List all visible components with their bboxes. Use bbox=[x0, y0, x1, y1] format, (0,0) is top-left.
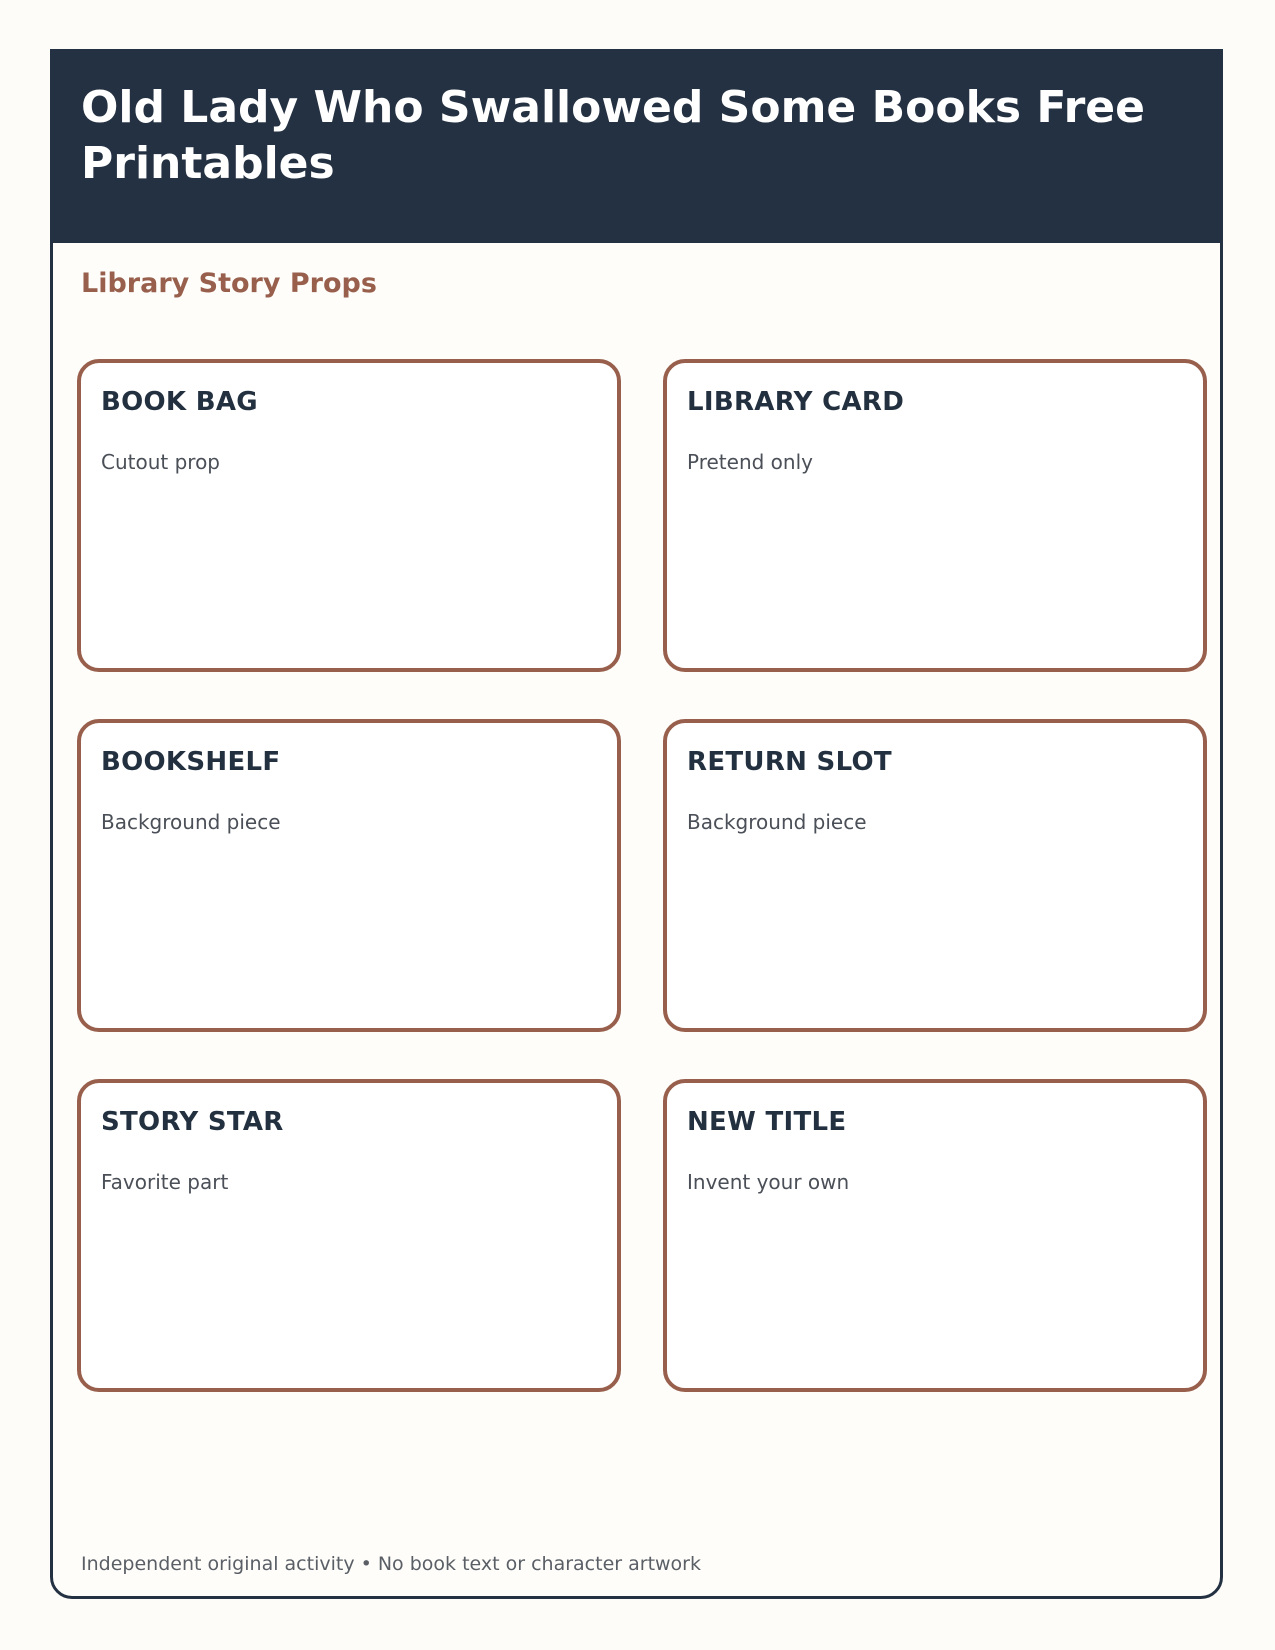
card-title: STORY STAR bbox=[101, 1107, 284, 1137]
section-subtitle: Library Story Props bbox=[81, 268, 377, 299]
page-title: Old Lady Who Swallowed Some Books Free Printables bbox=[81, 82, 1145, 189]
card-subtitle: Background piece bbox=[687, 810, 867, 834]
prop-card-library-card bbox=[663, 359, 1207, 672]
card-title: BOOK BAG bbox=[101, 387, 258, 417]
footer-note: Independent original activity • No book text or character artwork bbox=[81, 1553, 701, 1575]
printable-sheet bbox=[50, 49, 1223, 1599]
prop-card-story-star bbox=[77, 1079, 621, 1392]
prop-card-book-bag bbox=[77, 359, 621, 672]
card-subtitle: Background piece bbox=[101, 810, 281, 834]
card-subtitle: Favorite part bbox=[101, 1170, 229, 1194]
card-subtitle: Pretend only bbox=[687, 450, 813, 474]
page-header bbox=[53, 52, 1220, 243]
prop-card-bookshelf bbox=[77, 719, 621, 1032]
card-title: BOOKSHELF bbox=[101, 747, 281, 777]
prop-card-return-slot bbox=[663, 719, 1207, 1032]
prop-card-new-title bbox=[663, 1079, 1207, 1392]
card-subtitle: Invent your own bbox=[687, 1170, 850, 1194]
card-title: LIBRARY CARD bbox=[687, 387, 905, 417]
card-subtitle: Cutout prop bbox=[101, 450, 221, 474]
card-title: RETURN SLOT bbox=[687, 747, 892, 777]
card-title: NEW TITLE bbox=[687, 1107, 847, 1137]
